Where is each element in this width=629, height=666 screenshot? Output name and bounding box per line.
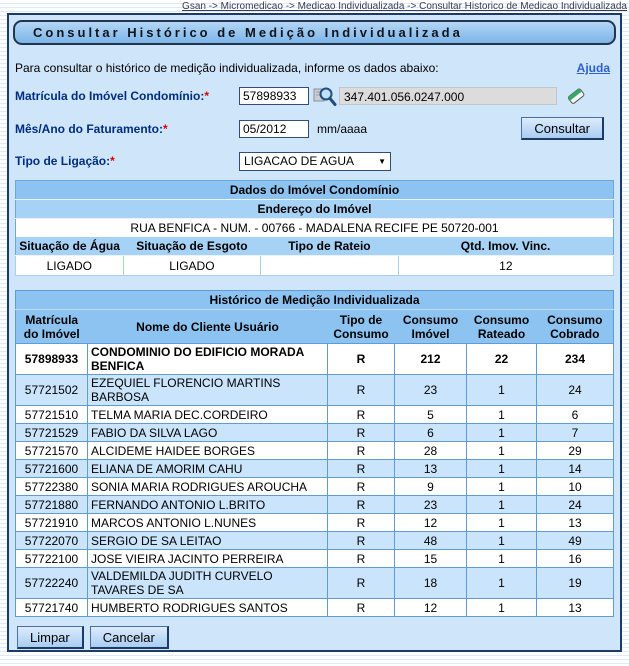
cell-consumo-rateado: 1 xyxy=(467,514,537,532)
situacao-esgoto-value: LIGADO xyxy=(123,256,261,276)
cell-consumo-cobrado: 19 xyxy=(537,568,614,599)
table-row xyxy=(16,460,614,478)
required-mark: * xyxy=(163,121,168,136)
inscricao-field: 347.401.056.0247.000 xyxy=(339,87,557,105)
col-matricula: Matrícula do Imóvel xyxy=(16,310,88,344)
table-row xyxy=(16,532,614,550)
cell-consumo-cobrado: 49 xyxy=(537,532,614,550)
cell-matricula: 57721880 xyxy=(16,496,88,514)
matricula-input[interactable] xyxy=(239,87,309,105)
intro-text: Para consultar o histórico de medição individualizada, informe os dados abaixo: xyxy=(15,61,439,75)
cell-consumo-imovel: 15 xyxy=(395,550,467,568)
cell-consumo-cobrado: 16 xyxy=(537,550,614,568)
tipo-ligacao-label: Tipo de Ligação:* xyxy=(15,154,115,168)
page-title: Consultar Histórico de Medição Individualizada xyxy=(13,20,616,45)
cell-consumo-rateado: 22 xyxy=(467,344,537,375)
cell-tipo: R xyxy=(328,424,395,442)
table-row xyxy=(16,375,614,406)
cell-tipo: R xyxy=(328,496,395,514)
cell-consumo-imovel: 6 xyxy=(395,424,467,442)
mes-ano-label: Mês/Ano do Faturamento:* xyxy=(15,121,168,136)
cell-nome: ELIANA DE AMORIM CAHU xyxy=(88,460,328,478)
eraser-icon[interactable] xyxy=(566,86,587,107)
cell-matricula: 57721740 xyxy=(16,599,88,617)
cell-nome: MARCOS ANTONIO L.NUNES xyxy=(88,514,328,532)
cell-nome: JOSE VIEIRA JACINTO PERREIRA xyxy=(88,550,328,568)
col-consumo-rateado: Consumo Rateado xyxy=(467,310,537,344)
cell-consumo-rateado: 1 xyxy=(467,406,537,424)
col-nome-cliente: Nome do Cliente Usuário xyxy=(88,310,328,344)
table-row xyxy=(16,406,614,424)
cell-tipo: R xyxy=(328,375,395,406)
tipo-ligacao-select[interactable] xyxy=(239,152,391,171)
chevron-down-icon: ▼ xyxy=(378,156,386,166)
cell-nome: EZEQUIEL FLORENCIO MARTINS BARBOSA xyxy=(88,375,328,406)
cell-matricula: 57721600 xyxy=(16,460,88,478)
cell-consumo-imovel: 28 xyxy=(395,442,467,460)
cell-consumo-rateado: 1 xyxy=(467,478,537,496)
cell-consumo-rateado: 1 xyxy=(467,375,537,406)
limpar-button[interactable]: Limpar xyxy=(17,626,84,649)
cell-nome: CONDOMINIO DO EDIFICIO MORADA BENFICA xyxy=(88,344,328,375)
breadcrumb[interactable]: Gsan -> Micromedicao -> Medicao Individualizada -> Consultar Historico de Medicao Individualizada xyxy=(182,1,627,12)
matricula-label: Matrícula do Imóvel Condomínio:* xyxy=(15,89,210,103)
qtd-imov-vinc-value: 12 xyxy=(398,256,613,276)
cell-matricula: 57722240 xyxy=(16,568,88,599)
cell-consumo-cobrado: 29 xyxy=(537,442,614,460)
col-situacao-esgoto: Situação de Esgoto xyxy=(123,237,261,256)
date-format-hint: mm/aaaa xyxy=(317,121,368,136)
endereco-value: RUA BENFICA - NUM. - 00766 - MADALENA RECIFE PE 50720-001 xyxy=(130,221,499,235)
cell-tipo: R xyxy=(328,406,395,424)
required-mark: * xyxy=(110,154,115,168)
cell-consumo-cobrado: 234 xyxy=(537,344,614,375)
cell-matricula: 57898933 xyxy=(16,344,88,375)
cell-consumo-cobrado: 24 xyxy=(537,496,614,514)
table-row xyxy=(16,550,614,568)
cell-matricula: 57721910 xyxy=(16,514,88,532)
cell-matricula: 57721570 xyxy=(16,442,88,460)
dados-imovel-table xyxy=(15,180,614,276)
situacao-agua-value: LIGADO xyxy=(16,256,124,276)
cell-nome: TELMA MARIA DEC.CORDEIRO xyxy=(88,406,328,424)
cell-tipo: R xyxy=(328,532,395,550)
cell-matricula: 57721529 xyxy=(16,424,88,442)
table-row xyxy=(16,568,614,599)
cell-tipo: R xyxy=(328,460,395,478)
cell-nome: VALDEMILDA JUDITH CURVELO TAVARES DE SA xyxy=(88,568,328,599)
required-mark: * xyxy=(204,89,210,103)
cell-tipo: R xyxy=(328,442,395,460)
cell-consumo-rateado: 1 xyxy=(467,460,537,478)
cell-nome: HUMBERTO RODRIGUES SANTOS xyxy=(88,599,328,617)
col-qtd-imov-vinc: Qtd. Imov. Vinc. xyxy=(398,237,613,256)
cell-nome: SONIA MARIA RODRIGUES AROUCHA xyxy=(88,478,328,496)
table-row xyxy=(16,496,614,514)
cell-consumo-imovel: 9 xyxy=(395,478,467,496)
cell-tipo: R xyxy=(328,550,395,568)
cell-consumo-imovel: 12 xyxy=(395,599,467,617)
matricula-row xyxy=(15,85,612,107)
help-link[interactable]: Ajuda xyxy=(576,61,610,75)
cell-consumo-cobrado: 24 xyxy=(537,375,614,406)
cell-consumo-rateado: 1 xyxy=(467,442,537,460)
cell-consumo-rateado: 1 xyxy=(467,599,537,617)
cell-consumo-imovel: 13 xyxy=(395,460,467,478)
consultar-button[interactable]: Consultar xyxy=(521,117,604,140)
cell-matricula: 57721510 xyxy=(16,406,88,424)
endereco-header: Endereço do Imóvel xyxy=(16,200,614,219)
cell-consumo-cobrado: 10 xyxy=(537,478,614,496)
main-panel xyxy=(7,13,622,652)
cell-tipo: R xyxy=(328,599,395,617)
cell-matricula: 57722070 xyxy=(16,532,88,550)
historico-table xyxy=(15,290,614,617)
cell-consumo-rateado: 1 xyxy=(467,532,537,550)
cell-nome: FABIO DA SILVA LAGO xyxy=(88,424,328,442)
cell-consumo-imovel: 48 xyxy=(395,532,467,550)
historico-table-title: Histórico de Medição Individualizada xyxy=(16,291,614,310)
col-situacao-agua: Situação de Água xyxy=(16,237,124,256)
cell-consumo-rateado: 1 xyxy=(467,424,537,442)
col-tipo-consumo: Tipo de Consumo xyxy=(328,310,395,344)
cell-consumo-rateado: 1 xyxy=(467,550,537,568)
col-consumo-cobrado: Consumo Cobrado xyxy=(537,310,614,344)
cancelar-button[interactable]: Cancelar xyxy=(90,626,169,649)
mes-ano-input[interactable] xyxy=(239,120,309,138)
col-consumo-imovel: Consumo Imóvel xyxy=(395,310,467,344)
cell-tipo: R xyxy=(328,514,395,532)
cell-matricula: 57722100 xyxy=(16,550,88,568)
table-row xyxy=(16,442,614,460)
cell-consumo-imovel: 23 xyxy=(395,375,467,406)
cell-consumo-cobrado: 13 xyxy=(537,514,614,532)
magnifier-icon[interactable] xyxy=(313,86,337,107)
tipo-ligacao-row xyxy=(15,150,612,172)
cell-consumo-cobrado: 6 xyxy=(537,406,614,424)
cell-matricula: 57721502 xyxy=(16,375,88,406)
mes-ano-row xyxy=(15,117,612,140)
table-row xyxy=(16,344,614,375)
cell-tipo: R xyxy=(328,478,395,496)
cell-consumo-imovel: 5 xyxy=(395,406,467,424)
cell-consumo-imovel: 12 xyxy=(395,514,467,532)
cell-consumo-cobrado: 14 xyxy=(537,460,614,478)
cell-nome: SERGIO DE SA LEITAO xyxy=(88,532,328,550)
cell-consumo-imovel: 212 xyxy=(395,344,467,375)
cell-matricula: 57722380 xyxy=(16,478,88,496)
col-tipo-rateio: Tipo de Rateio xyxy=(261,237,399,256)
cell-consumo-cobrado: 13 xyxy=(537,599,614,617)
tipo-rateio-value xyxy=(261,256,399,276)
dados-table-title: Dados do Imóvel Condomínio xyxy=(16,181,614,200)
cell-tipo: R xyxy=(328,568,395,599)
cell-consumo-rateado: 1 xyxy=(467,568,537,599)
cell-nome: FERNANDO ANTONIO L.BRITO xyxy=(88,496,328,514)
cell-consumo-rateado: 1 xyxy=(467,496,537,514)
cell-consumo-imovel: 23 xyxy=(395,496,467,514)
cell-nome: ALCIDEME HAIDEE BORGES xyxy=(88,442,328,460)
table-row xyxy=(16,424,614,442)
cell-consumo-imovel: 18 xyxy=(395,568,467,599)
cell-consumo-cobrado: 7 xyxy=(537,424,614,442)
selected-option: LIGACAO DE AGUA xyxy=(244,154,355,168)
table-row xyxy=(16,478,614,496)
table-row xyxy=(16,514,614,532)
table-row xyxy=(16,599,614,617)
cell-tipo: R xyxy=(328,344,395,375)
